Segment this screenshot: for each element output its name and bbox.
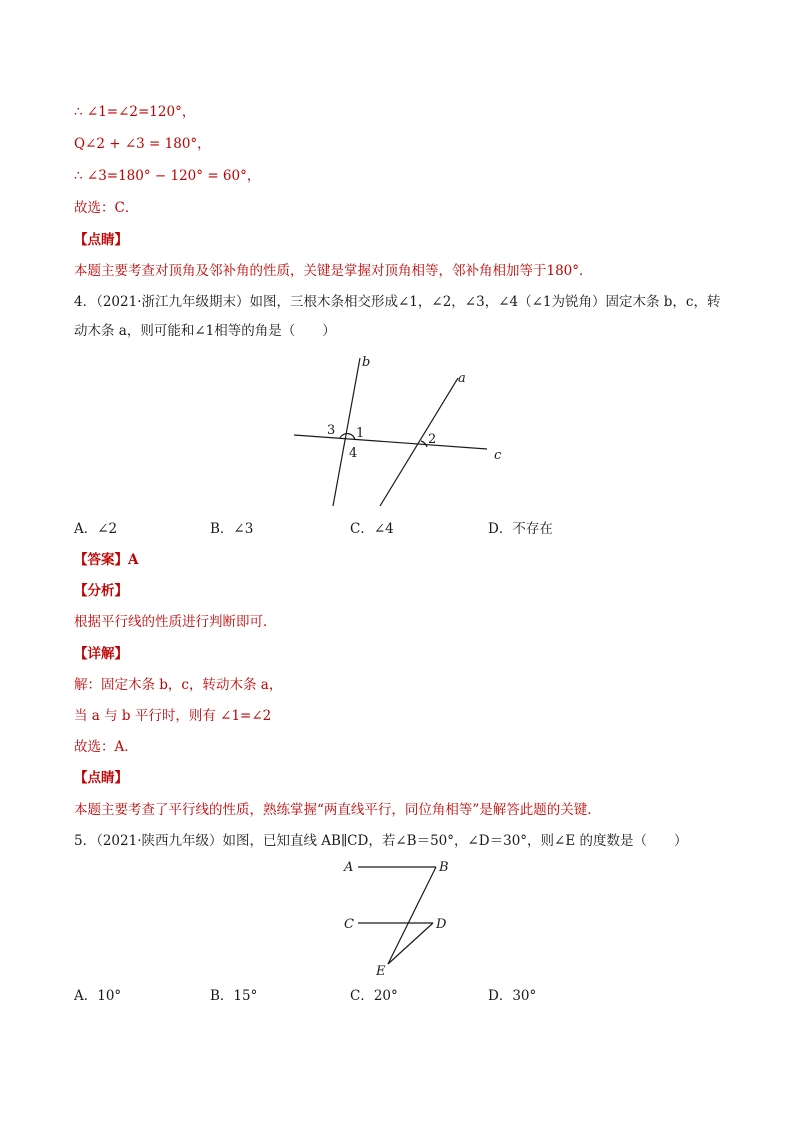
comment-heading: 【点睛】 — [74, 232, 128, 248]
q4-answer: 【答案】A — [74, 552, 139, 568]
label-D: D — [436, 917, 447, 932]
segment-de — [388, 923, 433, 964]
q4-option-c: C．∠4 — [350, 521, 394, 537]
q4-option-a: A．∠2 — [74, 521, 118, 537]
segment-be — [388, 867, 436, 964]
solution-choice: 故选：C． — [74, 200, 139, 216]
label-E: E — [376, 964, 386, 979]
label-4: 4 — [349, 446, 358, 461]
solution-line-3: ∴ ∠3=180° − 120° = 60°， — [74, 168, 261, 184]
label-3: 3 — [327, 423, 336, 438]
q4-comment-heading: 【点睛】 — [74, 770, 128, 786]
solution-line-2: Q∠2 + ∠3 = 180°， — [74, 136, 211, 152]
label-1: 1 — [356, 426, 365, 441]
q4-analysis-heading: 【分析】 — [74, 583, 128, 599]
line-c — [294, 435, 487, 449]
q4-option-b: B．∠3 — [210, 521, 254, 537]
q5-stem: 5．（2021·陕西九年级）如图，已知直线 AB∥CD，若∠B＝50°，∠D＝30°，则∠E 的度数是（ ） — [74, 833, 688, 849]
comment-text: 本题主要考查对顶角及邻补角的性质，关键是掌握对顶角相等，邻补角相加等于180°． — [74, 263, 593, 279]
q5-figure — [338, 855, 458, 980]
q4-detail-line-1: 解：固定木条 b，c，转动木条 a， — [74, 677, 283, 693]
q5-option-c: C．20° — [350, 988, 398, 1004]
q4-stem-line-1: 4．（2021·浙江九年级期末）如图，三根木条相交形成∠1，∠2，∠3，∠4（∠1为锐角）固定木条 b，c，转 — [74, 294, 721, 310]
q4-analysis-text: 根据平行线的性质进行判断即可． — [74, 614, 277, 630]
q5-option-a: A．10° — [74, 988, 122, 1004]
label-2: 2 — [428, 432, 437, 447]
q4-stem-line-2: 动木条 a，则可能和∠1相等的角是（ ） — [74, 323, 336, 339]
label-b: b — [362, 355, 371, 370]
q5-option-b: B．15° — [210, 988, 258, 1004]
q4-detail-line-2: 当 a 与 b 平行时，则有 ∠1=∠2 — [74, 708, 272, 724]
label-a: a — [458, 371, 466, 386]
q4-comment-text: 本题主要考查了平行线的性质，熟练掌握“两直线平行，同位角相等”是解答此题的关键． — [74, 802, 601, 818]
label-C: C — [344, 917, 354, 932]
label-B: B — [439, 860, 449, 875]
label-c: c — [494, 448, 502, 463]
solution-line-1: ∴ ∠1=∠2=120°， — [74, 104, 196, 120]
q4-figure — [280, 348, 520, 513]
q4-choice: 故选：A． — [74, 739, 138, 755]
label-A: A — [344, 860, 354, 875]
q4-detail-heading: 【详解】 — [74, 646, 128, 662]
q4-option-d: D．不存在 — [488, 521, 553, 537]
q5-option-d: D．30° — [488, 988, 537, 1004]
